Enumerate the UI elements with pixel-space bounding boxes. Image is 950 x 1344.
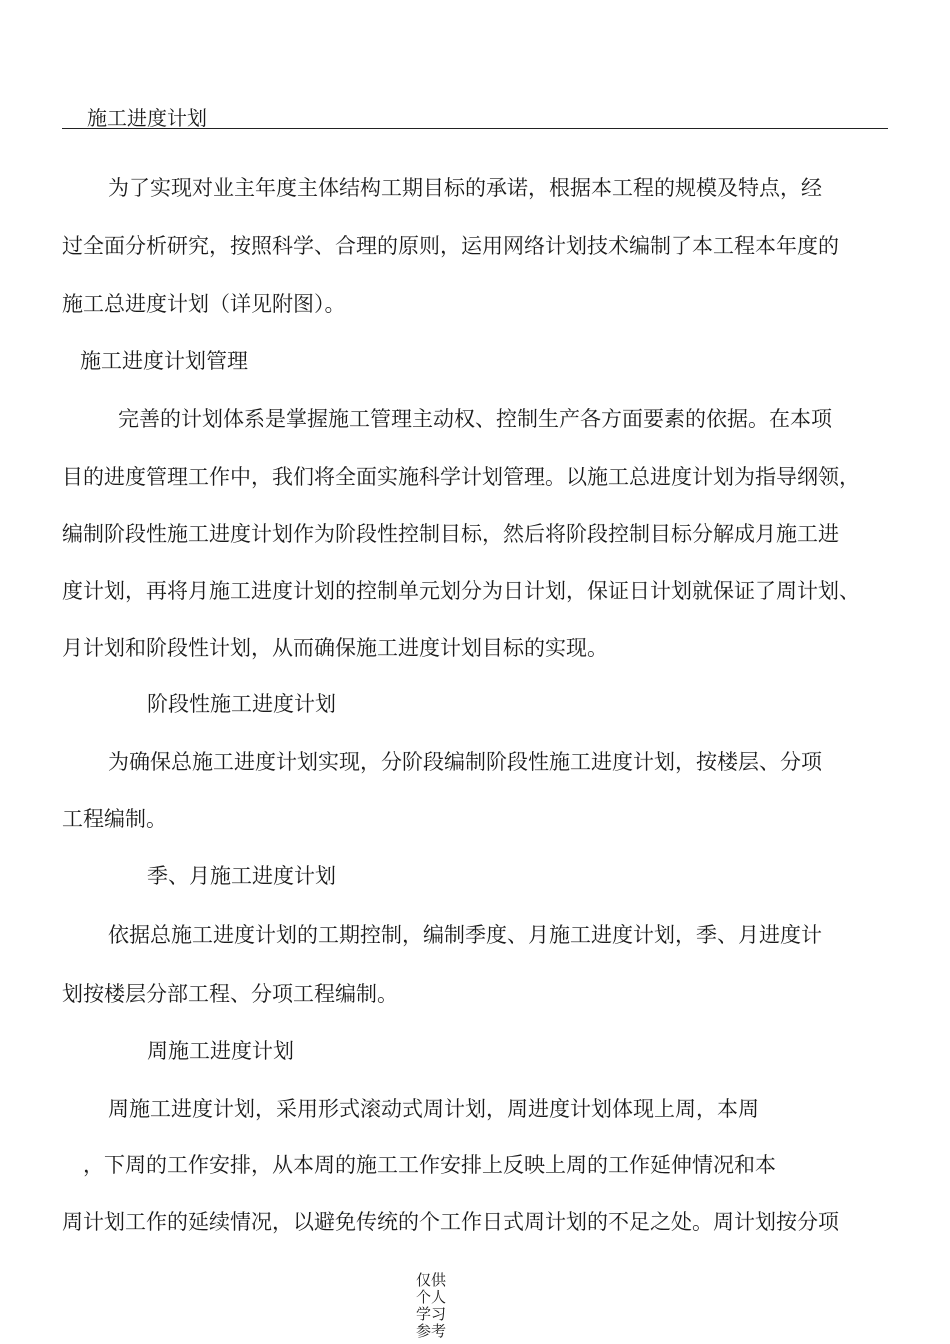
paragraph-line: 周计划工作的延续情况，以避免传统的个工作日式周计划的不足之处。周计划按分项 xyxy=(62,1210,839,1234)
paragraph-line: 为确保总施工进度计划实现，分阶段编制阶段性施工进度计划，按楼层、分项 xyxy=(108,750,822,774)
paragraph-line: 月计划和阶段性计划，从而确保施工进度计划目标的实现。 xyxy=(62,636,608,660)
paragraph-line: 过全面分析研究，按照科学、合理的原则，运用网络计划技术编制了本工程本年度的 xyxy=(62,234,839,258)
paragraph-line: 工程编制。 xyxy=(62,807,167,831)
section-heading: 阶段性施工进度计划 xyxy=(147,692,336,716)
paragraph-line: 完善的计划体系是掌握施工管理主动权、控制生产各方面要素的依据。在本项 xyxy=(118,407,832,431)
section-heading: 施工进度计划管理 xyxy=(80,349,248,373)
header-title: 施工进度计划 xyxy=(87,106,207,130)
section-heading: 季、月施工进度计划 xyxy=(147,864,336,888)
paragraph-line: 目的进度管理工作中，我们将全面实施科学计划管理。以施工总进度计划为指导纲领， xyxy=(62,465,860,489)
footer-watermark: 仅供个人学习参考 xyxy=(415,1271,446,1340)
paragraph-line: 施工总进度计划（详见附图）。 xyxy=(62,292,346,316)
paragraph-line: 划按楼层分部工程、分项工程编制。 xyxy=(62,982,398,1006)
header-rule xyxy=(62,128,888,129)
section-heading: 周施工进度计划 xyxy=(147,1039,294,1063)
paragraph-line: 依据总施工进度计划的工期控制，编制季度、月施工进度计划，季、月进度计 xyxy=(108,923,822,947)
paragraph-line: 编制阶段性施工进度计划作为阶段性控制目标，然后将阶段控制目标分解成月施工进 xyxy=(62,522,839,546)
paragraph-line: 周施工进度计划，采用形式滚动式周计划，周进度计划体现上周，本周 xyxy=(108,1097,759,1121)
paragraph-line: ，下周的工作安排，从本周的施工工作安排上反映上周的工作延伸情况和本 xyxy=(83,1153,776,1177)
paragraph-line: 度计划，再将月施工进度计划的控制单元划分为日计划，保证日计划就保证了周计划、 xyxy=(62,579,860,603)
paragraph-line: 为了实现对业主年度主体结构工期目标的承诺，根据本工程的规模及特点，经 xyxy=(108,176,822,200)
